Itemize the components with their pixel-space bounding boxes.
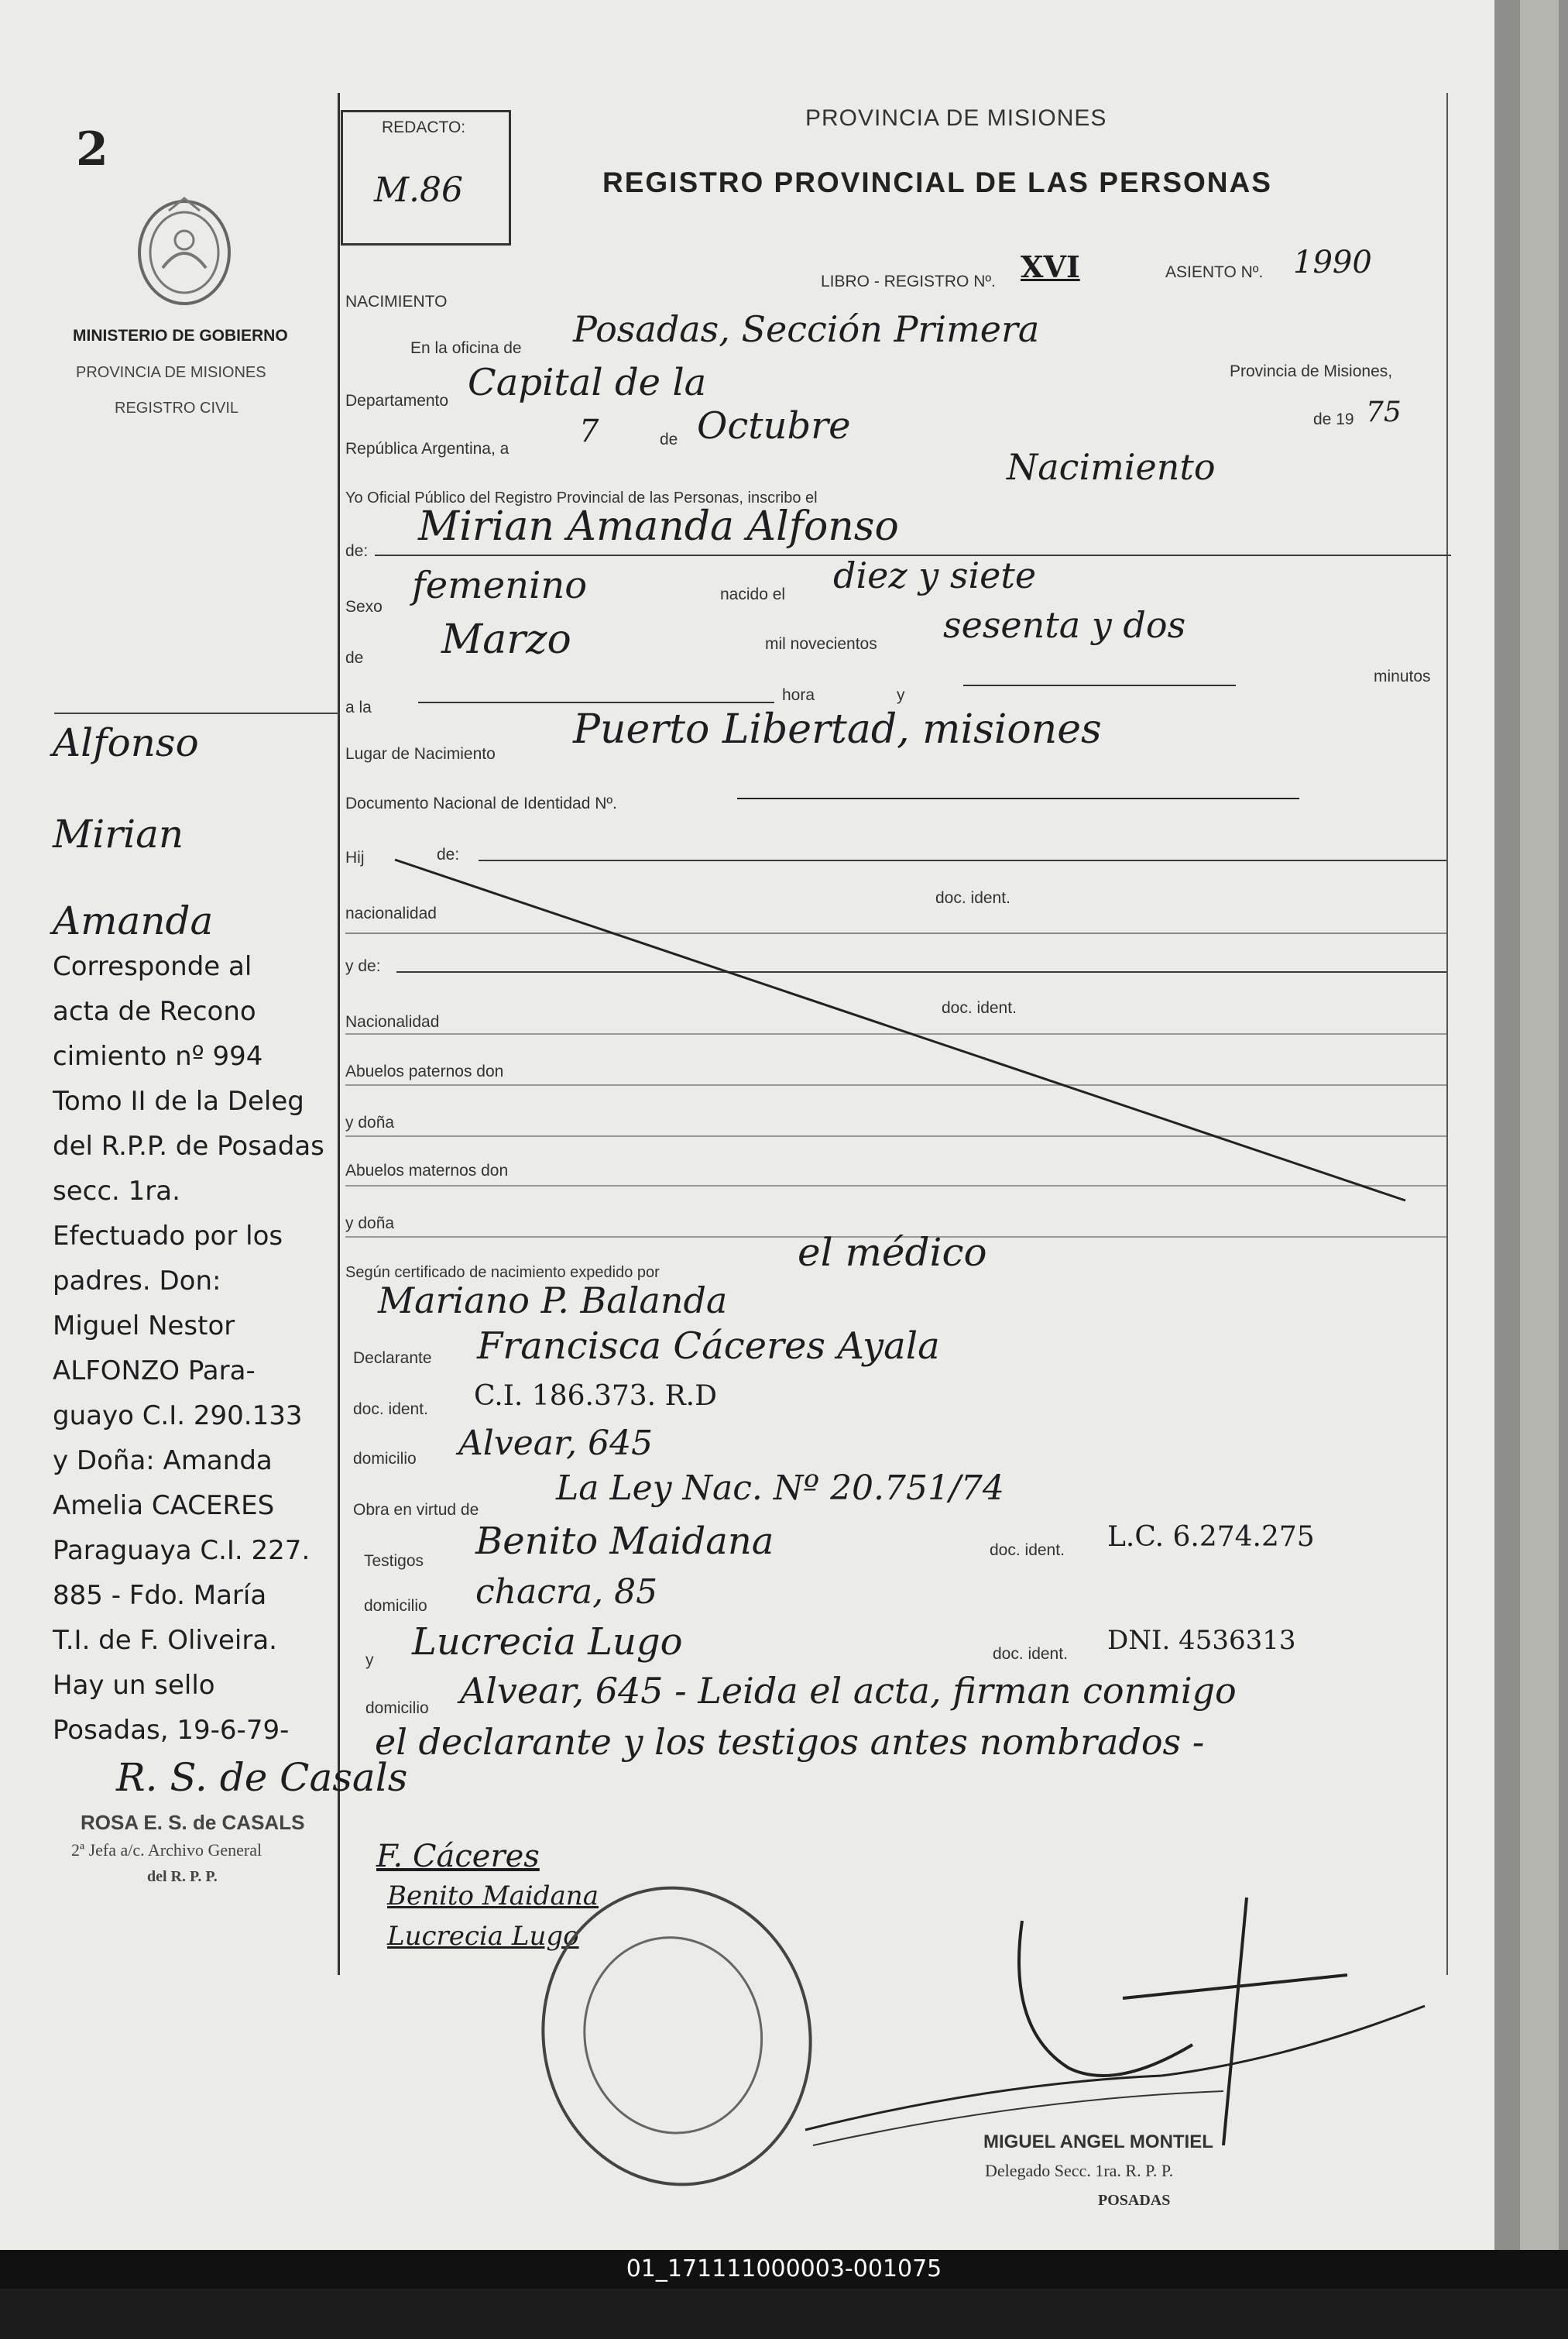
mes-value: Octubre bbox=[697, 404, 851, 448]
page-edge-inner bbox=[1520, 0, 1559, 2250]
margin-note-line: Tomo II de la Deleg bbox=[53, 1086, 304, 1117]
redacto-label: REDACTO: bbox=[382, 118, 466, 136]
docident2-label: doc. ident. bbox=[942, 999, 1017, 1017]
nacionalidad2-label: Nacionalidad bbox=[345, 1013, 440, 1031]
margin-note-line: y Doña: Amanda bbox=[53, 1445, 273, 1476]
libro-label: LIBRO - REGISTRO Nº. bbox=[821, 273, 996, 290]
departamento-value: Capital de la bbox=[468, 361, 707, 404]
domicilio1-value: Alvear, 645 bbox=[458, 1424, 654, 1463]
yde-label: y de: bbox=[345, 957, 381, 975]
hij-label: Hij bbox=[345, 849, 365, 867]
docident4-value: L.C. 6.274.275 bbox=[1107, 1521, 1315, 1553]
oficial-value: Nacimiento bbox=[1007, 446, 1216, 488]
margin-name2: Amanda bbox=[53, 898, 214, 943]
ala-label: a la bbox=[345, 699, 372, 716]
oficial-label: Yo Oficial Público del Registro Provincial de las Personas, inscribo el bbox=[345, 489, 818, 507]
signature-testigo1: Benito Maidana bbox=[387, 1880, 599, 1911]
record-type: NACIMIENTO bbox=[345, 293, 448, 311]
footer-id: 01_171111000003-001075 bbox=[0, 2250, 1568, 2289]
obra-value: La Ley Nac. Nº 20.751/74 bbox=[556, 1468, 1004, 1508]
anio-label: de 19 bbox=[1313, 410, 1354, 428]
asiento-label: ASIENTO Nº. bbox=[1165, 263, 1264, 281]
margin-signer-org: del R. P. P. bbox=[147, 1868, 218, 1885]
nacido-label: nacido el bbox=[720, 586, 786, 603]
anio-value: 75 bbox=[1366, 397, 1402, 428]
hij-de-label: de: bbox=[437, 846, 460, 864]
signature-declarante: F. Cáceres bbox=[376, 1839, 540, 1874]
margin-note-line: guayo C.I. 290.133 bbox=[53, 1400, 303, 1431]
testigos-label: Testigos bbox=[364, 1552, 424, 1570]
margin-note-line: Posadas, 19-6-79- bbox=[53, 1715, 290, 1746]
oficina-label: En la oficina de bbox=[410, 339, 522, 357]
signature-testigo2: Lucrecia Lugo bbox=[387, 1921, 579, 1952]
abuelos-pat-label: Abuelos paternos don bbox=[345, 1063, 504, 1080]
official-signature bbox=[790, 1890, 1456, 2153]
ydona2-label: y doña bbox=[345, 1214, 395, 1232]
domicilio3-value: Alvear, 645 - Leida el acta, firman conmigo bbox=[460, 1670, 1237, 1712]
cierre-value: el declarante y los testigos antes nombrados - bbox=[375, 1721, 1205, 1763]
margin-note-line: del R.P.P. de Posadas bbox=[53, 1131, 324, 1162]
margin-surname: Alfonso bbox=[53, 720, 199, 765]
ministry-line1: MINISTERIO DE GOBIERNO bbox=[73, 327, 288, 345]
obra-label: Obra en virtud de bbox=[353, 1501, 479, 1519]
margin-signer-title: 2ª Jefa a/c. Archivo General bbox=[71, 1840, 262, 1860]
margin-note-line: Amelia CACERES bbox=[53, 1490, 275, 1521]
margin-note-line: ALFONZO Para- bbox=[53, 1355, 256, 1386]
declarante-label: Declarante bbox=[353, 1349, 432, 1367]
margin-signer-name: ROSA E. S. de CASALS bbox=[81, 1811, 305, 1834]
domicilio3-label: domicilio bbox=[365, 1699, 429, 1717]
testigo2-value: Lucrecia Lugo bbox=[412, 1620, 683, 1664]
official-title: Delegado Secc. 1ra. R. P. P. bbox=[985, 2161, 1174, 2180]
mil-label: mil novecientos bbox=[765, 635, 877, 653]
de2-label: de: bbox=[345, 542, 369, 560]
registry-title: REGISTRO PROVINCIAL DE LAS PERSONAS bbox=[602, 167, 1272, 198]
margin-signature: R. S. de Casals bbox=[116, 1755, 408, 1800]
margin-note-line: padres. Don: bbox=[53, 1266, 221, 1297]
margin-note-line: Efectuado por los bbox=[53, 1221, 283, 1252]
docident3-value: C.I. 186.373. R.D bbox=[474, 1380, 717, 1412]
domicilio1-label: domicilio bbox=[353, 1450, 417, 1468]
lugar-label: Lugar de Nacimiento bbox=[345, 745, 496, 763]
page-number: 2 bbox=[76, 122, 108, 177]
sexo-value: femenino bbox=[412, 564, 588, 607]
certificado-value: el médico bbox=[798, 1230, 987, 1275]
margin-note-line: acta de Recono bbox=[53, 996, 256, 1027]
domicilio2-value: chacra, 85 bbox=[475, 1572, 658, 1612]
lugar-value: Puerto Libertad, misiones bbox=[573, 706, 1102, 753]
ministry-line2: PROVINCIA DE MISIONES bbox=[76, 364, 266, 381]
domicilio2-label: domicilio bbox=[364, 1597, 427, 1615]
province-header: PROVINCIA DE MISIONES bbox=[805, 105, 1107, 131]
asiento-value: 1990 bbox=[1293, 245, 1372, 280]
margin-note-line: secc. 1ra. bbox=[53, 1176, 180, 1207]
nacionalidad1-label: nacionalidad bbox=[345, 905, 437, 922]
provincia-label: Provincia de Misiones, bbox=[1230, 362, 1393, 380]
margin-note-line: 885 - Fdo. María bbox=[53, 1580, 267, 1611]
libro-value: XVI bbox=[1021, 249, 1080, 284]
margin-note-line: Corresponde al bbox=[53, 951, 252, 982]
de-label: de bbox=[660, 431, 678, 448]
docident5-value: DNI. 4536313 bbox=[1107, 1625, 1296, 1656]
sexo-label: Sexo bbox=[345, 598, 383, 616]
official-city: POSADAS bbox=[1098, 2192, 1171, 2209]
mil-value: sesenta y dos bbox=[943, 604, 1186, 646]
redacto-value: M.86 bbox=[374, 170, 464, 210]
dni-label: Documento Nacional de Identidad Nº. bbox=[345, 795, 617, 812]
docident4-label: doc. ident. bbox=[990, 1541, 1065, 1559]
testigo1-value: Benito Maidana bbox=[475, 1520, 774, 1563]
nombre-value: Mirian Amanda Alfonso bbox=[418, 503, 899, 550]
margin-name1: Mirian bbox=[53, 812, 184, 857]
docident1-label: doc. ident. bbox=[935, 889, 1010, 907]
republica-label: República Argentina, a bbox=[345, 440, 510, 458]
margin-note-line: Hay un sello bbox=[53, 1670, 215, 1701]
de3-label: de bbox=[345, 649, 364, 667]
margin-note-line: T.I. de F. Oliveira. bbox=[53, 1625, 277, 1656]
minutos-label: minutos bbox=[1374, 668, 1431, 685]
dia-value: 7 bbox=[579, 414, 599, 449]
docident5-label: doc. ident. bbox=[993, 1645, 1068, 1663]
departamento-label: Departamento bbox=[345, 392, 449, 410]
docident3-label: doc. ident. bbox=[353, 1400, 428, 1418]
ministry-line3: REGISTRO CIVIL bbox=[115, 400, 239, 417]
certificado-label: Según certificado de nacimiento expedido por bbox=[345, 1264, 660, 1281]
oficina-value: Posadas, Sección Primera bbox=[573, 308, 1040, 350]
y-label: y bbox=[897, 686, 905, 704]
declarante-value: Francisca Cáceres Ayala bbox=[477, 1324, 940, 1368]
medico-value: Mariano P. Balanda bbox=[378, 1279, 728, 1321]
nacido-value: diez y siete bbox=[833, 555, 1037, 596]
y2-label: y bbox=[365, 1651, 374, 1669]
margin-note-line: Miguel Nestor bbox=[53, 1310, 235, 1341]
hora-label: hora bbox=[782, 686, 815, 704]
official-name: MIGUEL ANGEL MONTIEL bbox=[983, 2131, 1213, 2152]
margin-note-line: Paraguaya C.I. 227. bbox=[53, 1535, 311, 1566]
margin-note-line: cimiento nº 994 bbox=[53, 1041, 263, 1072]
ydona1-label: y doña bbox=[345, 1114, 395, 1132]
mes-nac-value: Marzo bbox=[441, 617, 571, 663]
abuelos-mat-label: Abuelos maternos don bbox=[345, 1162, 509, 1180]
